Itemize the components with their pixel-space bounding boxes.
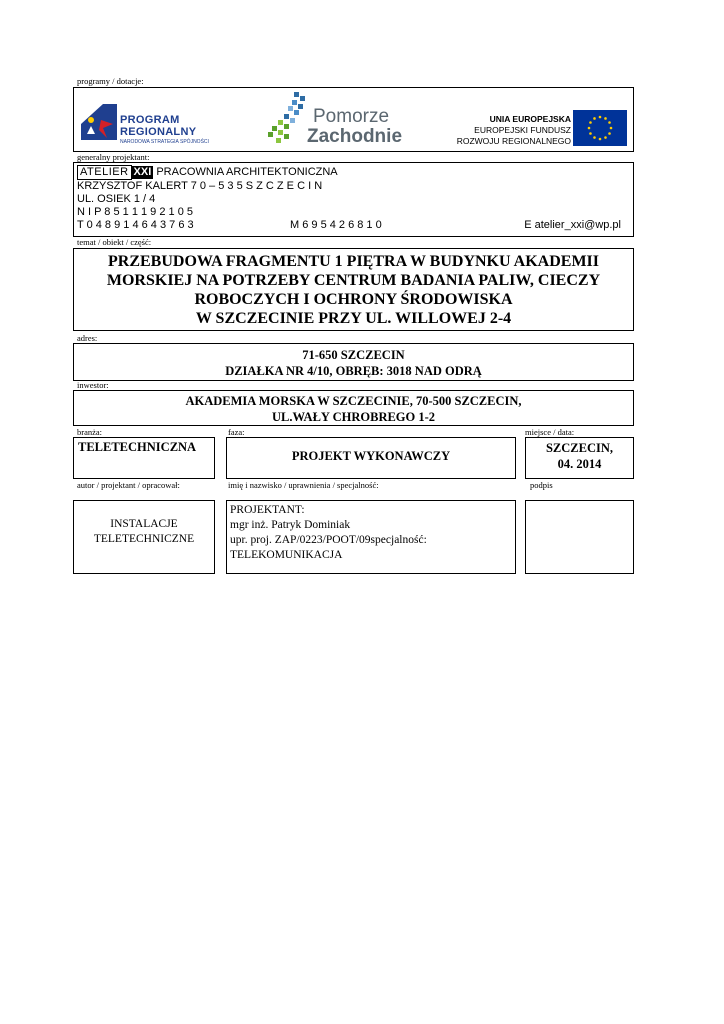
subject-box [73,248,634,331]
designer-line4: N I P 8 5 1 1 1 9 2 1 0 5 [77,206,193,218]
atelier-brand-xxi: XXI [133,166,152,178]
designer-mobile: M 6 9 5 4 2 6 8 1 0 [290,219,382,231]
eu-star-icon [588,127,591,130]
designer-phone: T 0 4 8 9 1 4 6 4 3 7 6 3 [77,219,194,231]
eu-star-icon [604,117,607,120]
atelier-brand: ATELIER [77,165,132,180]
eu-star-icon [593,117,596,120]
eu-line1: UNIA EUROPEJSKA [489,114,571,124]
designer-person-line4: TELEKOMUNIKACJA [230,549,343,561]
eu-star-icon [608,121,611,124]
label-investor: inwestor: [77,380,109,390]
eu-star-icon [608,132,611,135]
designer-email: E atelier_xxi@wp.pl [524,219,621,231]
phase-value: PROJEKT WYKONAWCZY [291,449,451,463]
label-address: adres: [77,333,98,343]
eu-star-icon [599,116,602,119]
label-general-designer: generalny projektant: [77,152,150,162]
investor-text [74,393,633,425]
eu-line2: EUROPEJSKI FUNDUSZ [474,125,571,135]
subject-title [74,252,633,328]
author-text [74,517,214,547]
pomorze-zachodnie-logo-icon [264,90,310,146]
author-box [73,500,215,574]
eu-star-icon [604,136,607,139]
designer-brand-rest: PRACOWNIA ARCHITEKTONICZNA [156,166,338,178]
subject-line1: PRZEBUDOWA FRAGMENTU 1 PIĘTRA W BUDYNKU AKADEMII [107,253,599,270]
place-date-line2: 04. 2014 [557,457,602,471]
pomorze-line2: Zachodnie [307,126,403,147]
subject-line3: ROBOCZYCH I OCHRONY ŚRODOWISKA [194,291,513,308]
branch-box [73,437,215,479]
place-date-line1: SZCZECIN, [545,441,614,455]
designer-person-line3: upr. proj. ZAP/0223/POOT/09specjalność: [230,534,427,546]
investor-box [73,390,634,426]
program-line2: REGIONALNY [120,126,197,138]
investor-line1: AKADEMIA MORSKA W SZCZECINIE, 70-500 SZCZECIN, [185,394,522,408]
eu-star-icon [589,132,592,135]
label-author: autor / projektant / opracował: [77,480,180,490]
investor-line2: UL.WAŁY CHROBREGO 1-2 [271,410,436,424]
program-line3: NARODOWA STRATEGIA SPÓJNOŚCI [120,139,209,145]
eu-line3: ROZWOJU REGIONALNEGO [456,136,571,146]
eu-star-icon [599,138,602,141]
label-name-license: imię i nazwisko / uprawnienia / specjalność: [228,480,379,490]
label-programs: programy / dotacje: [77,76,144,86]
designer-person-text [230,503,427,563]
author-line1: INSTALACJE [110,518,178,530]
pomorze-line1: Pomorze [313,106,390,127]
label-branch: branża: [77,427,103,437]
author-line2: TELETECHNICZNE [93,533,195,545]
phase-box [226,437,516,479]
programs-box [73,87,634,152]
designer-person-box [226,500,516,574]
program-line1: PROGRAM [120,114,180,126]
place-date-text [526,440,633,472]
designer-line1 [77,165,338,180]
address-line2: DZIAŁKA NR 4/10, OBRĘB: 3018 NAD ODRĄ [225,364,482,378]
eu-star-icon [593,136,596,139]
label-signature: podpis [530,480,553,490]
label-subject: temat / obiekt / część: [77,237,152,247]
designer-box [73,162,634,237]
address-text [74,347,633,379]
program-regionalny-logo-icon [79,102,119,142]
subject-line4: W SZCZECINIE PRZY UL. WILLOWEJ 2-4 [195,310,512,327]
place-date-box [525,437,634,479]
branch-value: TELETECHNICZNA [78,440,197,454]
signature-box [525,500,634,574]
label-phase: faza: [228,427,245,437]
eu-star-icon [589,121,592,124]
address-line1: 71-650 SZCZECIN [302,348,405,362]
label-place-date: miejsce / data: [525,427,575,437]
designer-person-line1: PROJEKTANT: [230,504,305,516]
eu-star-icon [610,127,613,130]
eu-flag-icon [573,110,627,146]
designer-line2: KRZYSZTOF KALERT 7 0 – 5 3 5 S Z C Z E C I N [77,180,323,192]
designer-line3: UL. OSIEK 1 / 4 [77,193,156,205]
subject-line2: MORSKIEJ NA POTRZEBY CENTRUM BADANIA PALIW, CIECZY [106,272,601,289]
address-box [73,343,634,381]
designer-person-line2: mgr inż. Patryk Dominiak [230,519,351,531]
